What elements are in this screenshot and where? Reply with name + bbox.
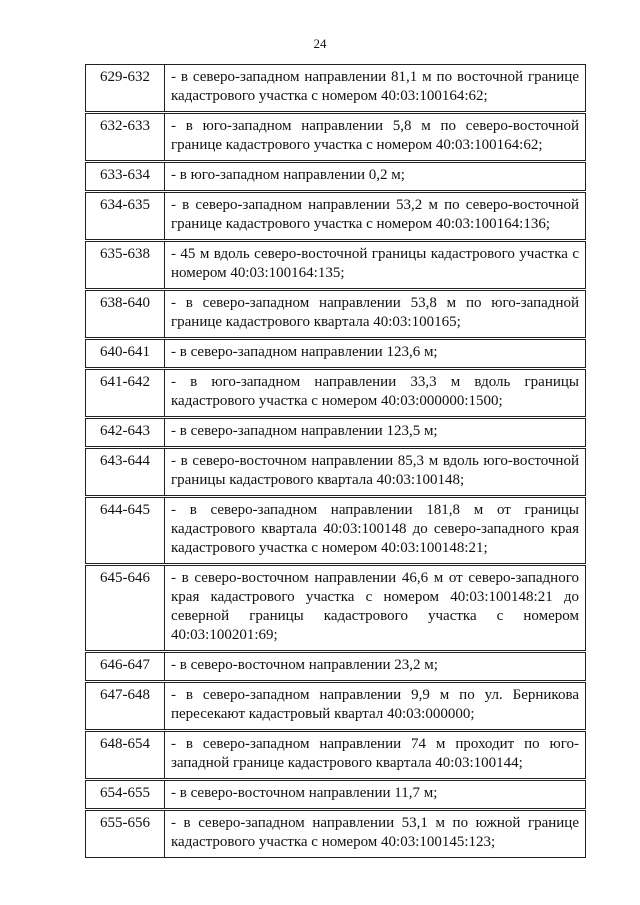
description-cell: - в северо-западном направлении 53,1 м по южной границе кадастрового участка с номером 40:03:100145:123; [165,810,586,858]
point-range-cell: 629-632 [86,65,165,113]
point-range-cell: 647-648 [86,682,165,731]
table-row [86,192,586,241]
table-row [86,448,586,497]
description-cell: - в северо-западном направлении 53,8 м по юго-западной границе кадастрового квартала 40:03:100165; [165,290,586,339]
table-row [86,290,586,339]
description-cell: - в северо-восточном направлении 85,3 м вдоль юго-восточной границы кадастрового квартала 40:03:100148; [165,448,586,497]
table-row [86,731,586,780]
description-cell: - в северо-восточном направлении 23,2 м; [165,652,586,682]
table-row [86,565,586,652]
table-row [86,780,586,810]
table-row [86,65,586,113]
point-range-cell: 645-646 [86,565,165,652]
point-range-cell: 633-634 [86,162,165,192]
description-cell: - в юго-западном направлении 5,8 м по северо-восточной границе кадастрового участка с номером 40:03:100164:62; [165,113,586,162]
description-cell: - в северо-восточном направлении 11,7 м; [165,780,586,810]
table-row [86,241,586,290]
point-range-cell: 641-642 [86,369,165,418]
description-cell: - в северо-западном направлении 81,1 м по восточной границе кадастрового участка с номером 40:03:100164:62; [165,65,586,113]
description-cell: - в юго-западном направлении 0,2 м; [165,162,586,192]
table-row [86,162,586,192]
description-cell: - в северо-западном направлении 123,6 м; [165,339,586,369]
table-row [86,339,586,369]
page-number: 24 [313,36,327,51]
point-range-cell: 642-643 [86,418,165,448]
table-row [86,418,586,448]
description-cell: - в северо-восточном направлении 46,6 м от северо-западного края кадастрового участка с номером 40:03:100148:21 до северной границы кадастрового участка с номером 40:03:100201:69; [165,565,586,652]
description-cell: - 45 м вдоль северо-восточной границы кадастрового участка с номером 40:03:100164:135; [165,241,586,290]
point-range-cell: 646-647 [86,652,165,682]
point-range-cell: 635-638 [86,241,165,290]
description-cell: - в северо-западном направлении 123,5 м; [165,418,586,448]
point-range-cell: 634-635 [86,192,165,241]
point-range-cell: 643-644 [86,448,165,497]
description-cell: - в северо-западном направлении 181,8 м от границы кадастрового квартала 40:03:100148 до северо-западного края кадастрового участка с номером 40:03:100148:21; [165,497,586,565]
description-cell: - в северо-западном направлении 53,2 м по северо-восточной границе кадастрового участка с номером 40:03:100164:136; [165,192,586,241]
point-range-cell: 654-655 [86,780,165,810]
table-row [86,497,586,565]
point-range-cell: 644-645 [86,497,165,565]
description-cell: - в северо-западном направлении 74 м проходит по юго-западной границе кадастрового квартала 40:03:100144; [165,731,586,780]
boundary-route-table [85,64,586,858]
point-range-cell: 655-656 [86,810,165,858]
table-row [86,652,586,682]
point-range-cell: 632-633 [86,113,165,162]
point-range-cell: 640-641 [86,339,165,369]
description-cell: - в юго-западном направлении 33,3 м вдоль границы кадастрового участка с номером 40:03:000000:1500; [165,369,586,418]
table-row [86,113,586,162]
table-row [86,810,586,858]
description-cell: - в северо-западном направлении 9,9 м по ул. Берникова пересекают кадастровый квартал 40:03:000000; [165,682,586,731]
point-range-cell: 648-654 [86,731,165,780]
point-range-cell: 638-640 [86,290,165,339]
table-row [86,369,586,418]
table-row [86,682,586,731]
